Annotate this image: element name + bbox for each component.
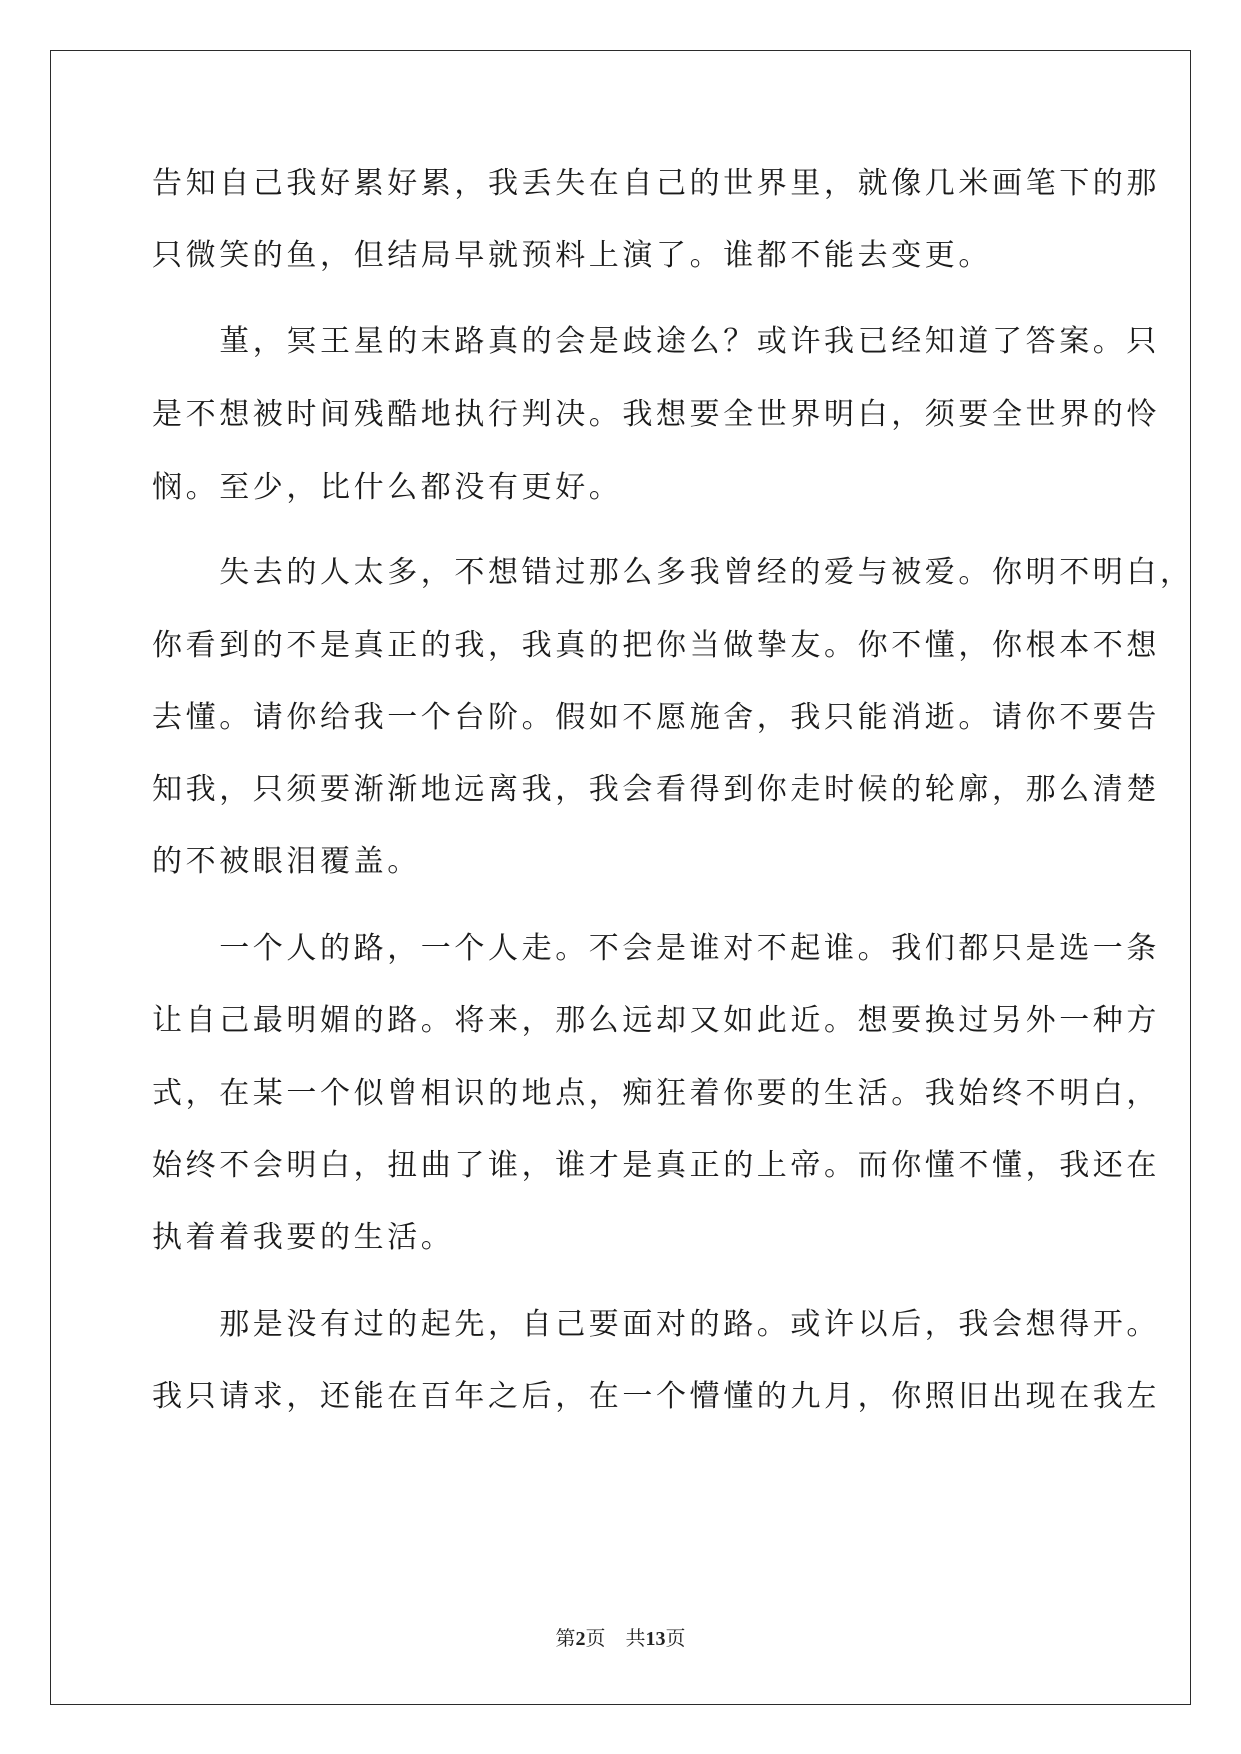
total-suffix: 页: [665, 1628, 686, 1650]
text-line: 始终不会明白，扭曲了谁，谁才是真正的上帝。而你懂不懂，我还在: [152, 1148, 1160, 1183]
text-line: 执着着我要的生活。: [152, 1220, 455, 1255]
text-line: 你看到的不是真正的我，我真的把你当做挚友。你不懂，你根本不想: [152, 628, 1160, 663]
page-suffix: 页: [585, 1628, 606, 1650]
text-line: 的不被眼泪覆盖。: [152, 844, 421, 879]
text-line: 我只请求，还能在百年之后，在一个懵懂的九月，你照旧出现在我左: [152, 1379, 1160, 1414]
text-line: 一个人的路，一个人走。不会是谁对不起谁。我们都只是选一条: [152, 931, 1160, 966]
text-line: 式，在某一个似曾相识的地点，痴狂着你要的生活。我始终不明白，: [152, 1076, 1160, 1111]
text-line: 只微笑的鱼，但结局早就预料上演了。谁都不能去变更。: [152, 238, 992, 273]
text-line: 告知自己我好累好累，我丢失在自己的世界里，就像几米画笔下的那: [152, 166, 1160, 201]
total-prefix: 共: [625, 1628, 646, 1650]
text-line: 去懂。请你给我一个台阶。假如不愿施舍，我只能消逝。请你不要告: [152, 700, 1160, 735]
page-number: 2: [575, 1628, 586, 1650]
text-line: 知我，只须要渐渐地远离我，我会看得到你走时候的轮廓，那么清楚: [152, 772, 1160, 807]
text-line: 堇，冥王星的末路真的会是歧途么？或许我已经知道了答案。只: [152, 324, 1160, 359]
text-line: 那是没有过的起先，自己要面对的路。或许以后，我会想得开。: [152, 1307, 1160, 1342]
total-pages: 13: [645, 1628, 666, 1650]
text-line: 让自己最明媚的路。将来，那么远却又如此近。想要换过另外一种方: [152, 1003, 1160, 1038]
page-prefix: 第: [555, 1628, 576, 1650]
text-line: 是不想被时间残酷地执行判决。我想要全世界明白，须要全世界的怜: [152, 397, 1160, 432]
text-line: 悯。至少，比什么都没有更好。: [152, 470, 623, 505]
page-footer: [0, 1622, 1241, 1651]
text-line: 失去的人太多，不想错过那么多我曾经的爱与被爱。你明不明白，: [152, 555, 1194, 590]
